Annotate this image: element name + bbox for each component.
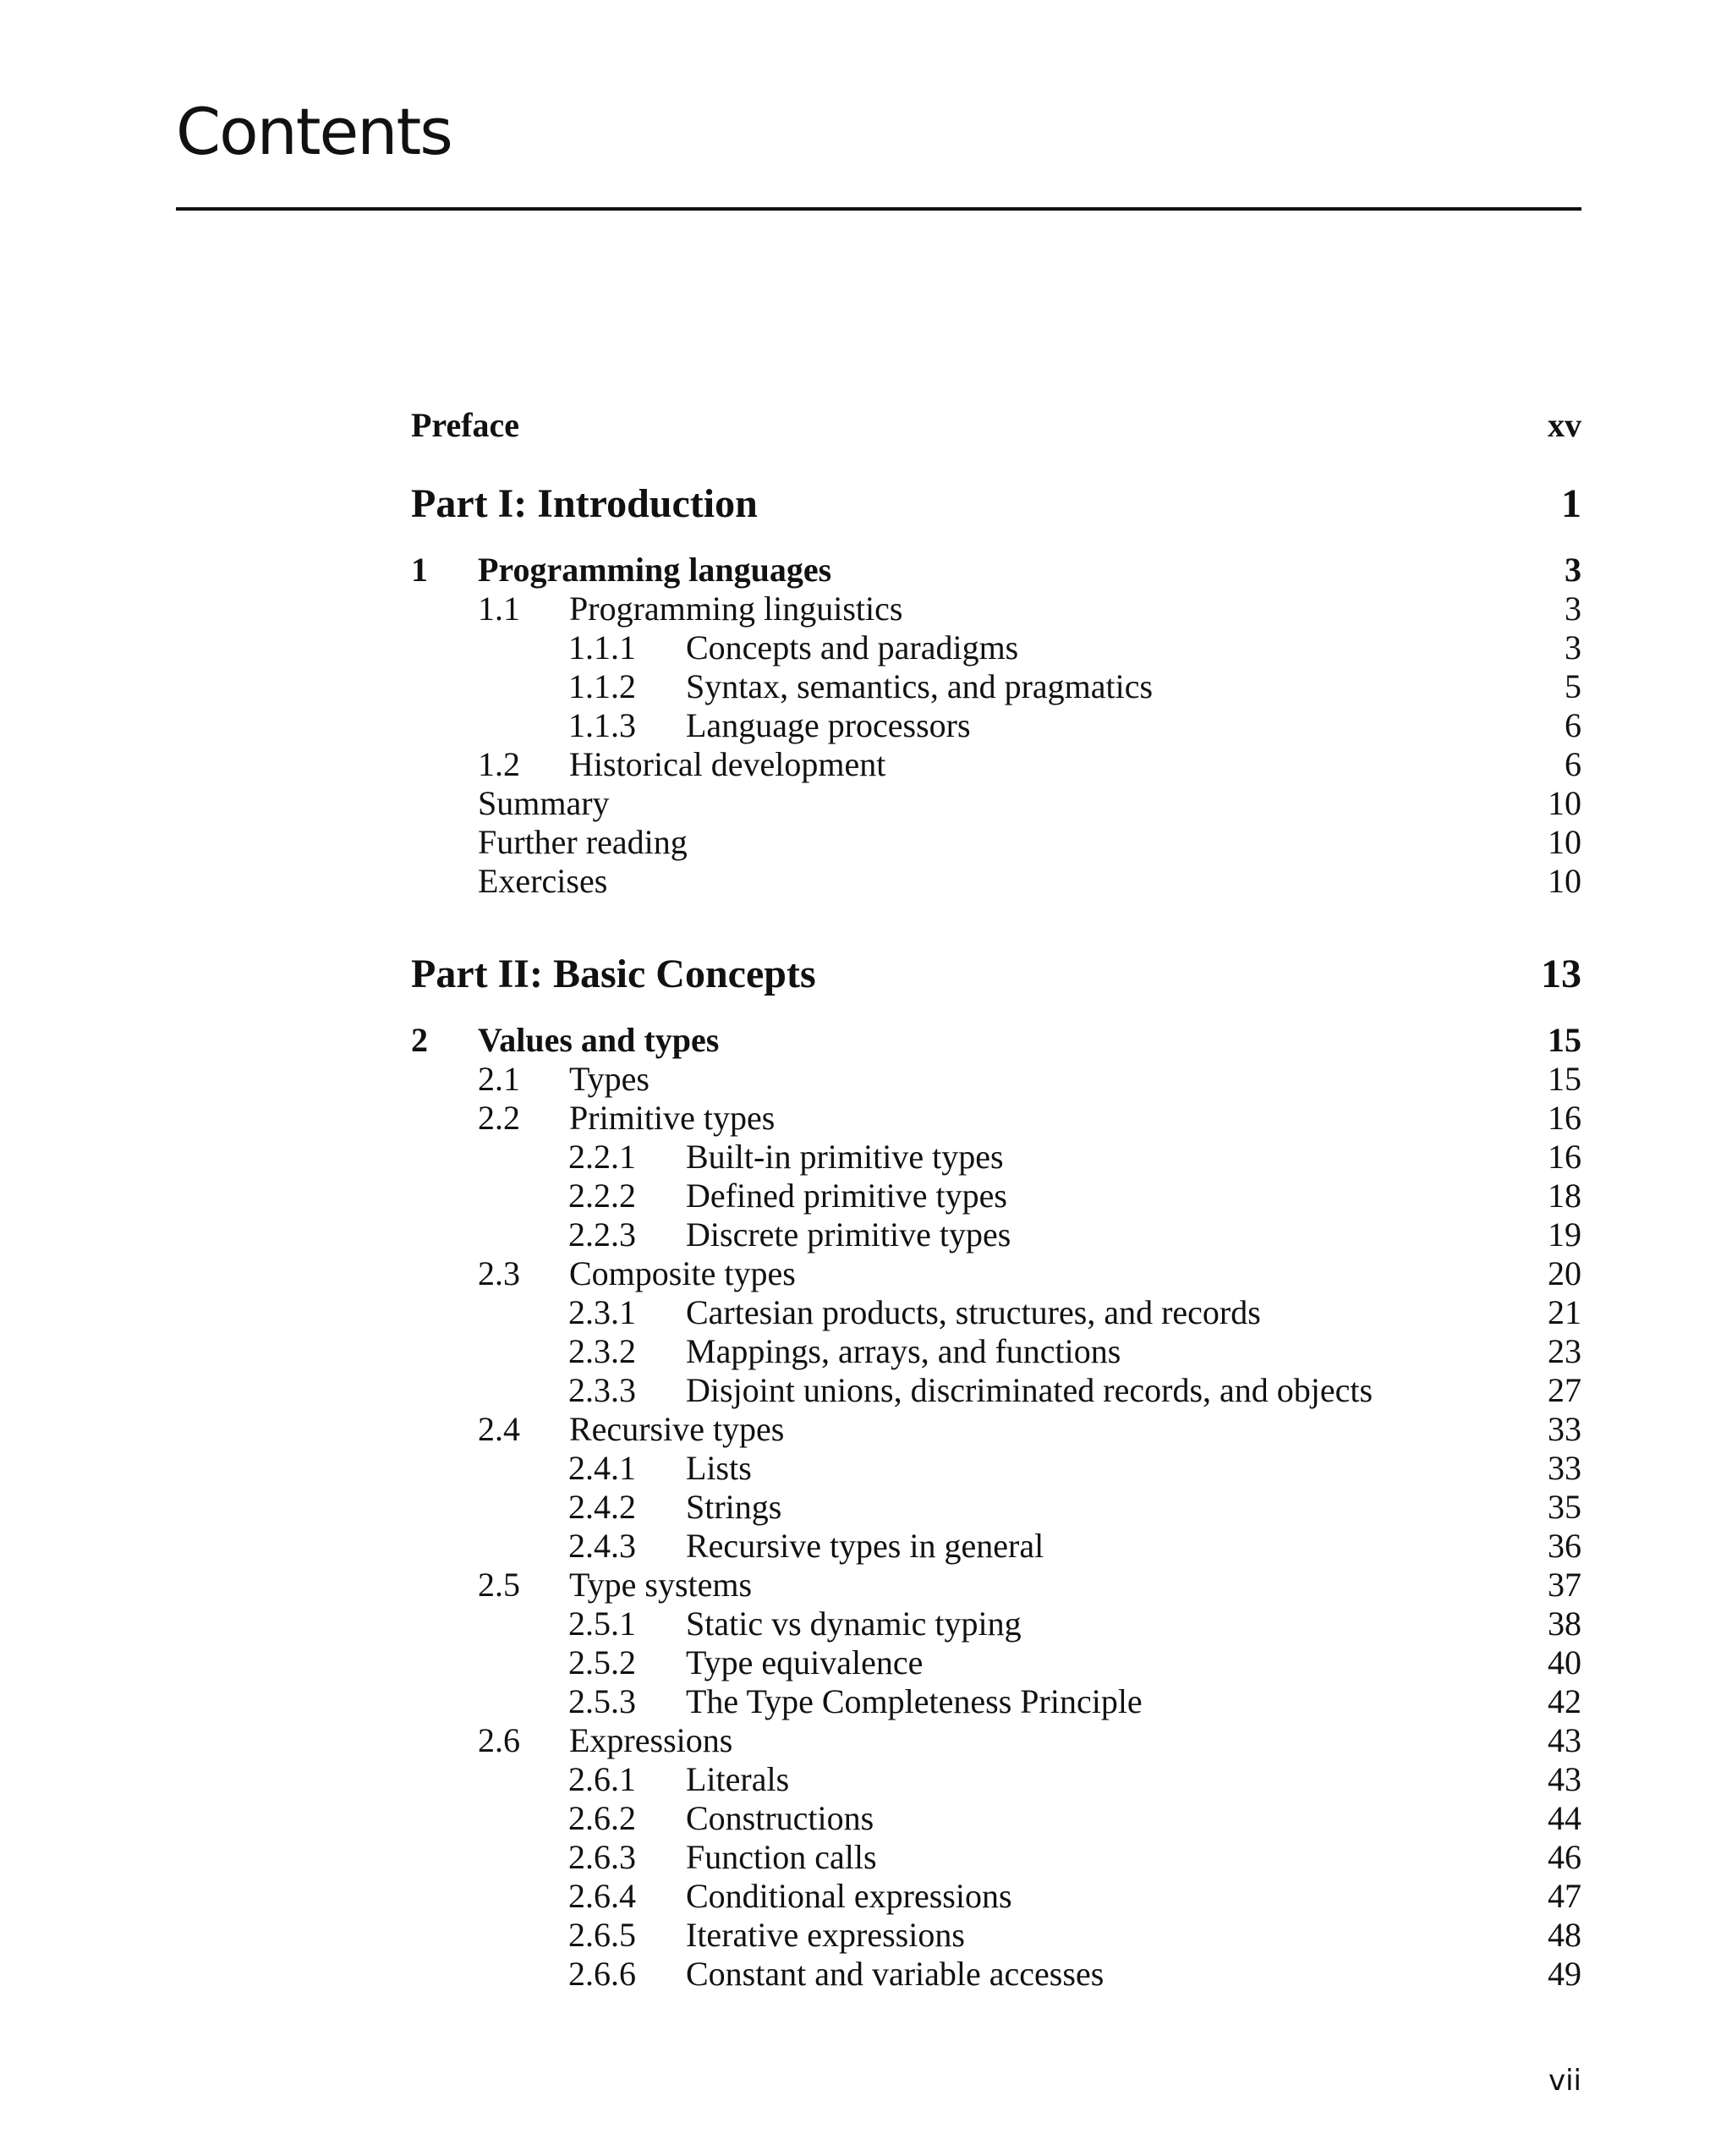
toc-entry-page: 36 xyxy=(1548,1527,1581,1565)
toc-entry-number: 1.2 xyxy=(478,745,520,783)
toc-entry-page: 33 xyxy=(1548,1449,1581,1487)
toc-section-entry[interactable] xyxy=(411,823,1581,862)
toc-entry-page: 18 xyxy=(1548,1177,1581,1215)
toc-entry-label: Function calls xyxy=(686,1838,877,1876)
toc-chapter-label: Programming languages xyxy=(478,551,832,589)
toc-entry-number: 2.6.6 xyxy=(568,1955,636,1993)
toc-chapter-page: 3 xyxy=(1565,551,1581,589)
toc-section-entry[interactable] xyxy=(411,1099,1581,1138)
toc-subsection-entry[interactable] xyxy=(411,1605,1581,1643)
toc-entry-page: 6 xyxy=(1565,706,1581,744)
toc-entry-number: 2.4 xyxy=(478,1410,520,1448)
toc-section-entry[interactable] xyxy=(411,784,1581,823)
toc-part-heading[interactable] xyxy=(411,945,1581,1004)
toc-entry-number: 2.2 xyxy=(478,1099,520,1137)
toc-entry-number: 2.4.1 xyxy=(568,1449,636,1487)
toc-part-label: Part I: Introduction xyxy=(411,481,758,526)
toc-entry-page: 10 xyxy=(1548,862,1581,900)
toc-section-entry[interactable] xyxy=(411,1566,1581,1605)
toc-subsection-entry[interactable] xyxy=(411,1332,1581,1371)
toc-entry-page: 33 xyxy=(1548,1410,1581,1448)
toc-section-entry[interactable] xyxy=(411,1410,1581,1449)
toc-section-entry[interactable] xyxy=(411,745,1581,784)
toc-subsection-entry[interactable] xyxy=(411,1955,1581,1994)
toc-entry-label: Static vs dynamic typing xyxy=(686,1605,1022,1643)
toc-entry-label: Defined primitive types xyxy=(686,1177,1007,1215)
toc-entry-number: 2.3.1 xyxy=(568,1293,636,1331)
toc-entry-number: 2.5.2 xyxy=(568,1643,636,1681)
toc-entry-page: 27 xyxy=(1548,1371,1581,1409)
toc-entry-page: 35 xyxy=(1548,1488,1581,1526)
toc-entry-page: 15 xyxy=(1548,1060,1581,1098)
toc-subsection-entry[interactable] xyxy=(411,1527,1581,1566)
toc-subsection-entry[interactable] xyxy=(411,1877,1581,1916)
toc-chapter-number: 2 xyxy=(411,1021,428,1059)
toc-entry-page: 3 xyxy=(1565,628,1581,667)
toc-subsection-entry[interactable] xyxy=(411,1371,1581,1410)
toc-entry-number: 1.1 xyxy=(478,590,520,628)
toc-entry-label: Type equivalence xyxy=(686,1643,924,1681)
toc-entry-page: 16 xyxy=(1548,1138,1581,1176)
toc-entry-label: Recursive types xyxy=(569,1410,785,1448)
toc-part-heading[interactable] xyxy=(411,475,1581,534)
toc-entry-page: xv xyxy=(1548,406,1581,444)
toc-entry-page: 16 xyxy=(1548,1099,1581,1137)
toc-entry-label: Constructions xyxy=(686,1799,874,1837)
toc-entry-page: 6 xyxy=(1565,745,1581,783)
toc-section-entry[interactable] xyxy=(411,1060,1581,1099)
toc-entry-label: Literals xyxy=(686,1760,790,1798)
toc-entry-number: 2.3 xyxy=(478,1254,520,1292)
toc-entry-number: 2.2.3 xyxy=(568,1215,636,1254)
toc-entry-label: Built-in primitive types xyxy=(686,1138,1004,1176)
toc-entry-page: 37 xyxy=(1548,1566,1581,1604)
toc-subsection-entry[interactable] xyxy=(411,1838,1581,1877)
toc-chapter-entry[interactable] xyxy=(411,551,1581,590)
toc-entry-label: Conditional expressions xyxy=(686,1877,1012,1915)
toc-subsection-entry[interactable] xyxy=(411,628,1581,667)
toc-entry-number: 2.2.1 xyxy=(568,1138,636,1176)
toc-entry-page: 10 xyxy=(1548,823,1581,861)
toc-entry-label: Recursive types in general xyxy=(686,1527,1044,1565)
toc-entry-label: Disjoint unions, discriminated records, and objects xyxy=(686,1371,1373,1409)
toc-entry-page: 49 xyxy=(1548,1955,1581,1993)
toc-subsection-entry[interactable] xyxy=(411,1488,1581,1527)
toc-entry-page: 20 xyxy=(1548,1254,1581,1292)
toc-entry-page: 40 xyxy=(1548,1643,1581,1681)
toc-part-page: 13 xyxy=(1541,952,1581,996)
toc-entry-number: 2.3.3 xyxy=(568,1371,636,1409)
toc-entry-label: Mappings, arrays, and functions xyxy=(686,1332,1121,1370)
toc-section-entry[interactable] xyxy=(411,590,1581,628)
toc-entry-page: 46 xyxy=(1548,1838,1581,1876)
toc-subsection-entry[interactable] xyxy=(411,1215,1581,1254)
toc-chapter-entry[interactable] xyxy=(411,1021,1581,1060)
toc-entry-page: 10 xyxy=(1548,784,1581,822)
toc-entry-number: 1.1.1 xyxy=(568,628,636,667)
toc-entry-page: 23 xyxy=(1548,1332,1581,1370)
table-of-contents xyxy=(411,402,1581,1994)
toc-entry-preface[interactable] xyxy=(411,402,1581,449)
toc-entry-label: Language processors xyxy=(686,706,971,744)
toc-entry-label: Lists xyxy=(686,1449,752,1487)
toc-entry-label: Further reading xyxy=(478,823,688,861)
toc-entry-number: 2.2.2 xyxy=(568,1177,636,1215)
page-title: Contents xyxy=(176,94,452,169)
toc-chapter-page: 15 xyxy=(1548,1021,1581,1059)
toc-entry-page: 44 xyxy=(1548,1799,1581,1837)
toc-entry-number: 2.6 xyxy=(478,1721,520,1759)
toc-subsection-entry[interactable] xyxy=(411,1760,1581,1799)
toc-entry-page: 43 xyxy=(1548,1760,1581,1798)
toc-section-entry[interactable] xyxy=(411,862,1581,901)
toc-entry-label: Iterative expressions xyxy=(686,1916,965,1954)
toc-subsection-entry[interactable] xyxy=(411,1643,1581,1682)
toc-subsection-entry[interactable] xyxy=(411,1916,1581,1955)
toc-entry-page: 43 xyxy=(1548,1721,1581,1759)
toc-entry-number: 2.4.3 xyxy=(568,1527,636,1565)
toc-subsection-entry[interactable] xyxy=(411,667,1581,706)
page-number: vii xyxy=(1548,2064,1581,2098)
toc-entry-label: Summary xyxy=(478,784,610,822)
toc-entry-label: Types xyxy=(569,1060,650,1098)
toc-entry-label: Constant and variable accesses xyxy=(686,1955,1104,1993)
toc-entry-page: 42 xyxy=(1548,1682,1581,1720)
title-rule xyxy=(176,207,1581,211)
toc-part-label: Part II: Basic Concepts xyxy=(411,952,816,996)
toc-entry-page: 38 xyxy=(1548,1605,1581,1643)
toc-section-entry[interactable] xyxy=(411,1721,1581,1760)
toc-subsection-entry[interactable] xyxy=(411,1293,1581,1332)
toc-entry-number: 2.6.2 xyxy=(568,1799,636,1837)
toc-entry-label: Exercises xyxy=(478,862,608,900)
toc-entry-page: 3 xyxy=(1565,590,1581,628)
toc-chapter-number: 1 xyxy=(411,551,428,589)
toc-entry-page: 19 xyxy=(1548,1215,1581,1254)
toc-subsection-entry[interactable] xyxy=(411,1799,1581,1838)
toc-entry-label: Type systems xyxy=(569,1566,753,1604)
toc-entry-number: 2.6.3 xyxy=(568,1838,636,1876)
toc-entry-page: 21 xyxy=(1548,1293,1581,1331)
toc-chapter-label: Values and types xyxy=(478,1021,720,1059)
spacer xyxy=(411,901,1581,919)
toc-subsection-entry[interactable] xyxy=(411,706,1581,745)
toc-subsection-entry[interactable] xyxy=(411,1177,1581,1215)
toc-entry-label: Strings xyxy=(686,1488,782,1526)
toc-entry-page: 48 xyxy=(1548,1916,1581,1954)
toc-entry-number: 1.1.3 xyxy=(568,706,636,744)
toc-subsection-entry[interactable] xyxy=(411,1449,1581,1488)
toc-entry-number: 2.4.2 xyxy=(568,1488,636,1526)
toc-entry-number: 2.3.2 xyxy=(568,1332,636,1370)
toc-entry-number: 2.5 xyxy=(478,1566,520,1604)
toc-entry-number: 2.6.1 xyxy=(568,1760,636,1798)
toc-entry-number: 2.1 xyxy=(478,1060,520,1098)
toc-entry-label: Composite types xyxy=(569,1254,796,1292)
toc-subsection-entry[interactable] xyxy=(411,1138,1581,1177)
toc-entry-label: Syntax, semantics, and pragmatics xyxy=(686,667,1154,705)
toc-entry-label: The Type Completeness Principle xyxy=(686,1682,1143,1720)
toc-subsection-entry[interactable] xyxy=(411,1682,1581,1721)
toc-entry-number: 2.5.3 xyxy=(568,1682,636,1720)
toc-entry-page: 5 xyxy=(1565,667,1581,705)
toc-entry-label: Preface xyxy=(411,406,520,444)
toc-entry-label: Primitive types xyxy=(569,1099,776,1137)
toc-section-entry[interactable] xyxy=(411,1254,1581,1293)
toc-entry-label: Programming linguistics xyxy=(569,590,903,628)
toc-entry-label: Expressions xyxy=(569,1721,733,1759)
toc-entry-number: 2.6.4 xyxy=(568,1877,636,1915)
toc-entry-number: 2.5.1 xyxy=(568,1605,636,1643)
toc-part-page: 1 xyxy=(1561,481,1581,526)
toc-entry-page: 47 xyxy=(1548,1877,1581,1915)
toc-entry-label: Discrete primitive types xyxy=(686,1215,1011,1254)
toc-entry-label: Cartesian products, structures, and records xyxy=(686,1293,1261,1331)
toc-entry-number: 1.1.2 xyxy=(568,667,636,705)
toc-entry-label: Historical development xyxy=(569,745,886,783)
toc-entry-number: 2.6.5 xyxy=(568,1916,636,1954)
toc-entry-label: Concepts and paradigms xyxy=(686,628,1019,667)
